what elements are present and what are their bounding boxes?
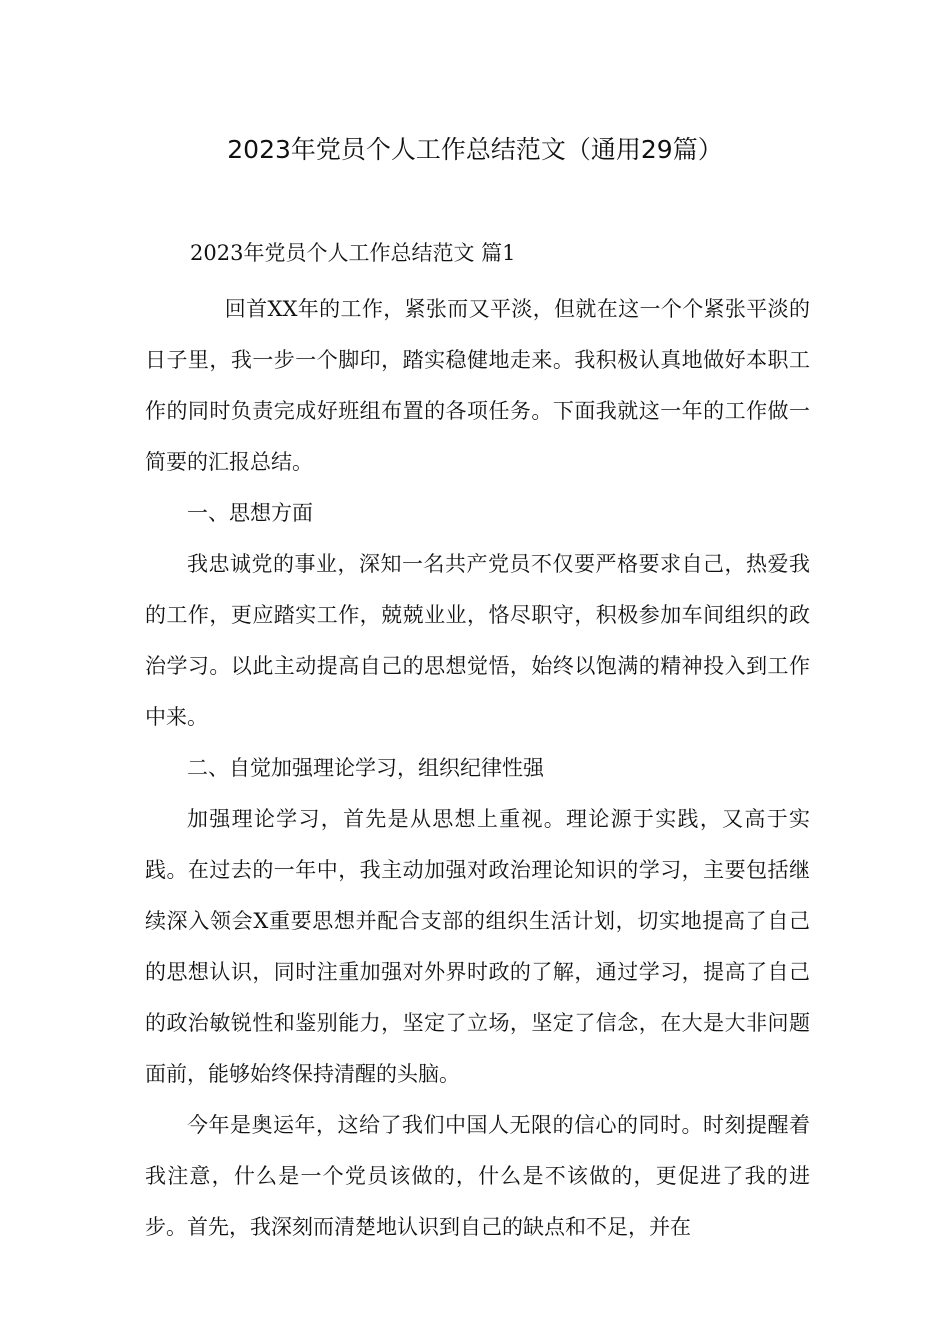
section-heading: 二、自觉加强理论学习，组织纪律性强 [187, 756, 544, 780]
paragraph: 回首XX年的工作，紧张而又平淡，但就在这一个个紧张平淡的日子里，我一步一个脚印，踏实稳健地走来。我积极认真地做好本职工作的同时负责完成好班组布置的各项任务。下面我就这一年的工作做一简要的汇报总结。 [145, 297, 810, 474]
section-heading: 一、思想方面 [187, 501, 313, 525]
article-body [145, 284, 810, 1253]
paragraph: 我忠诚党的事业，深知一名共产党员不仅要严格要求自己，热爱我的工作，更应踏实工作，兢兢业业，恪尽职守，积极参加车间组织的政治学习。以此主动提高自己的思想觉悟，始终以饱满的精神投入到工作中来。 [145, 552, 810, 729]
document-title: 2023年党员个人工作总结范文（通用29篇） [227, 135, 723, 164]
paragraph: 今年是奥运年，这给了我们中国人无限的信心的同时。时刻提醒着我注意，什么是一个党员该做的，什么是不该做的，更促进了我的进步。首先，我深刻而清楚地认识到自己的缺点和不足，并在 [145, 1113, 810, 1239]
article-subheading: 2023年党员个人工作总结范文 篇1 [190, 241, 516, 265]
paragraph: 加强理论学习，首先是从思想上重视。理论源于实践，又高于实践。在过去的一年中，我主动加强对政治理论知识的学习，主要包括继续深入领会X重要思想并配合支部的组织生活计划，切实地提高了自己的思想认识，同时注重加强对外界时政的了解，通过学习，提高了自己的政治敏锐性和鉴别能力，坚定了立场，坚定了信念，在大是大非问题面前，能够始终保持清醒的头脑。 [145, 807, 810, 1086]
